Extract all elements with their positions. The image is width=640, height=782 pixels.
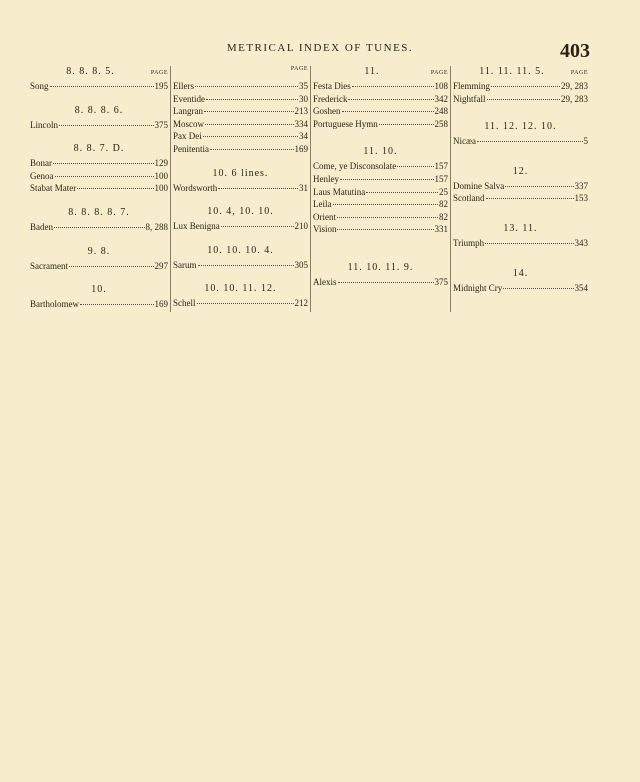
- tune-page: 25: [439, 186, 448, 197]
- tune-name: Pax Dei: [173, 131, 202, 142]
- meter-heading-row: [453, 166, 588, 180]
- page-column-label: PAGE: [290, 66, 308, 72]
- tune-name: Song: [30, 81, 49, 91]
- leader-dots: [340, 179, 434, 180]
- tune-name: Moscow: [173, 118, 204, 129]
- meter-heading: 10. 10. 10. 4.: [207, 244, 274, 256]
- tune-name: Sarum: [173, 259, 197, 270]
- meter-heading-row: [173, 66, 308, 80]
- leader-dots: [204, 111, 294, 112]
- tune-entry: [173, 105, 308, 118]
- tune-page: 29, 283: [561, 93, 588, 104]
- tune-entry: [313, 198, 448, 211]
- tune-page: 375: [154, 119, 168, 130]
- tune-page: 195: [154, 81, 168, 91]
- meter-heading: 13. 11.: [503, 222, 538, 234]
- tune-entry: [30, 157, 168, 170]
- tune-name: Baden: [30, 221, 53, 232]
- leader-dots: [379, 124, 434, 125]
- tune-entry: [173, 143, 308, 156]
- leader-dots: [487, 99, 561, 100]
- tune-name: Leila: [313, 199, 332, 210]
- tune-page: 157: [434, 161, 448, 172]
- tune-page: 354: [574, 282, 588, 293]
- meter-heading: 11.: [364, 66, 380, 77]
- tune-entry: [30, 170, 168, 183]
- meter-heading-row: [30, 246, 168, 260]
- leader-dots: [337, 217, 438, 218]
- meter-heading-row: [30, 105, 168, 119]
- tune-page: 31: [299, 182, 308, 193]
- tune-page: 342: [434, 93, 448, 104]
- tune-entry: [173, 182, 308, 195]
- leader-dots: [195, 86, 298, 87]
- tune-page: 5: [583, 136, 588, 147]
- index-column: [30, 66, 170, 312]
- tune-entry: [313, 118, 448, 131]
- page-column-label: PAGE: [570, 70, 588, 76]
- meter-heading-row: [30, 143, 168, 157]
- tune-name: Flemming: [453, 81, 491, 91]
- meter-heading: 10. 4, 10. 10.: [207, 206, 274, 218]
- tune-name: Festa Dies: [313, 81, 351, 91]
- tune-entry: [453, 192, 588, 205]
- meter-heading: 11. 10.: [363, 146, 398, 158]
- tune-page: 258: [434, 118, 448, 129]
- tune-name: Nightfall: [453, 93, 486, 104]
- meter-heading-row: [313, 146, 448, 160]
- meter-group: [173, 241, 308, 272]
- tune-page: 153: [574, 193, 588, 204]
- tune-entry: [453, 237, 588, 250]
- leader-dots: [50, 86, 154, 87]
- leader-dots: [397, 166, 433, 167]
- tune-page: 35: [299, 81, 308, 91]
- meter-heading: 8. 8. 8. 8. 7.: [68, 206, 130, 218]
- leader-dots: [342, 111, 434, 112]
- tune-entry: [313, 173, 448, 186]
- meter-heading-row: [173, 283, 308, 297]
- tune-page: 297: [154, 260, 168, 271]
- meter-group: [453, 117, 588, 148]
- meter-group: [173, 279, 308, 310]
- tune-name: Eventide: [173, 93, 205, 104]
- meter-group: [30, 101, 168, 132]
- leader-dots: [206, 99, 298, 100]
- tune-page: 334: [294, 118, 308, 129]
- index-column: [450, 66, 590, 312]
- index-column: [310, 66, 450, 312]
- leader-dots: [348, 99, 433, 100]
- tune-name: Schell: [173, 298, 196, 309]
- meter-group: [453, 162, 588, 205]
- page-column-label: PAGE: [150, 70, 168, 76]
- tune-entry: [453, 135, 588, 148]
- leader-dots: [477, 141, 583, 142]
- leader-dots: [210, 149, 294, 150]
- meter-heading: 11. 12. 12. 10.: [484, 121, 557, 133]
- meter-group: [30, 139, 168, 195]
- tune-page: 100: [154, 170, 168, 181]
- tune-name: Genoa: [30, 170, 54, 181]
- tune-entry: [30, 260, 168, 273]
- index-column: [170, 66, 310, 312]
- tune-name: Penitentia: [173, 143, 209, 154]
- leader-dots: [333, 204, 439, 205]
- tune-name: Goshen: [313, 106, 341, 117]
- tune-page: 248: [434, 106, 448, 117]
- tune-page: 210: [294, 221, 308, 232]
- tune-page: 100: [154, 183, 168, 194]
- page-column-label: PAGE: [430, 70, 448, 76]
- meter-group: [313, 66, 448, 130]
- tune-entry: [173, 220, 308, 233]
- tune-name: Sacrament: [30, 260, 68, 271]
- tune-name: Bonar: [30, 158, 52, 169]
- leader-dots: [505, 186, 573, 187]
- meter-group: [30, 203, 168, 234]
- meter-heading-row: [453, 223, 588, 237]
- tune-page: 169: [154, 299, 168, 310]
- tune-name: Henley: [313, 173, 339, 184]
- tune-entry: [313, 186, 448, 199]
- tune-page: 82: [439, 199, 448, 210]
- meter-heading-row: [30, 66, 168, 80]
- tune-page: 169: [294, 143, 308, 154]
- tune-page: 157: [434, 173, 448, 184]
- meter-heading: 8. 8. 7. D.: [73, 143, 125, 155]
- leader-dots: [337, 229, 433, 230]
- meter-heading-row: [173, 206, 308, 220]
- tune-page: 29, 283: [561, 81, 588, 91]
- tune-page: 331: [434, 224, 448, 235]
- meter-heading: 9. 8.: [87, 245, 111, 257]
- meter-heading: 8. 8. 8. 5.: [66, 66, 115, 77]
- meter-group: [173, 66, 308, 156]
- meter-heading-row: [453, 66, 588, 80]
- page-header-title: METRICAL INDEX OF TUNES.: [226, 42, 414, 54]
- tune-entry: [313, 105, 448, 118]
- leader-dots: [203, 136, 298, 137]
- meter-heading-row: [313, 262, 448, 276]
- tune-entry: [313, 211, 448, 224]
- leader-dots: [485, 243, 573, 244]
- tune-entry: [173, 297, 308, 310]
- tune-name: Vision: [313, 224, 337, 235]
- tune-page: 213: [294, 106, 308, 117]
- tune-name: Wordsworth: [173, 182, 218, 193]
- tune-name: Stabat Mater: [30, 183, 77, 194]
- tune-entry: [173, 259, 308, 272]
- tune-entry: [313, 160, 448, 173]
- tune-name: Bartholomew: [30, 299, 79, 310]
- meter-group: [453, 219, 588, 250]
- meter-heading-row: [173, 168, 308, 182]
- tune-name: Portuguese Hymn: [313, 118, 378, 129]
- leader-dots: [69, 266, 154, 267]
- tune-entry: [173, 93, 308, 106]
- leader-dots: [338, 282, 434, 283]
- meter-group: [173, 164, 308, 195]
- meter-heading-row: [30, 207, 168, 221]
- tune-page: 375: [434, 276, 448, 287]
- tune-entry: [173, 130, 308, 143]
- meter-group: [313, 142, 448, 236]
- tune-entry: [313, 93, 448, 106]
- tune-entry: [30, 80, 168, 93]
- tune-name: Lincoln: [30, 119, 58, 130]
- tune-name: Midnight Cry: [453, 282, 503, 293]
- meter-heading: 8. 8. 8. 6.: [74, 104, 124, 116]
- tune-entry: [30, 182, 168, 195]
- meter-heading: 10.: [91, 284, 107, 296]
- leader-dots: [221, 226, 294, 227]
- meter-heading: 10. 6 lines.: [212, 167, 269, 179]
- tune-entry: [453, 93, 588, 106]
- tune-name: Laus Matutina: [313, 186, 366, 197]
- leader-dots: [198, 265, 294, 266]
- tune-entry: [453, 80, 588, 93]
- tune-entry: [30, 221, 168, 234]
- leader-dots: [53, 163, 154, 164]
- leader-dots: [218, 188, 298, 189]
- tune-page: 108: [434, 81, 448, 91]
- tune-page: 30: [299, 93, 308, 104]
- tune-page: 34: [299, 131, 308, 142]
- meter-group: [30, 242, 168, 273]
- tune-entry: [313, 80, 448, 93]
- tune-entry: [173, 118, 308, 131]
- leader-dots: [55, 176, 154, 177]
- tune-page: 343: [574, 237, 588, 248]
- tune-page: 8, 288: [145, 221, 168, 232]
- leader-dots: [77, 188, 153, 189]
- leader-dots: [491, 86, 560, 87]
- leader-dots: [59, 125, 154, 126]
- meter-group: [453, 264, 588, 295]
- tune-entry: [30, 119, 168, 132]
- leader-dots: [503, 288, 573, 289]
- meter-group: [313, 258, 448, 289]
- tune-name: Triumph: [453, 237, 485, 248]
- leader-dots: [486, 198, 574, 199]
- page-number: 403: [560, 40, 590, 62]
- tune-entry: [173, 80, 308, 93]
- tune-page: 337: [574, 180, 588, 191]
- leader-dots: [54, 227, 145, 228]
- leader-dots: [197, 303, 294, 304]
- meter-group: [30, 66, 168, 93]
- meter-group: [453, 66, 588, 105]
- tune-name: Nicæa: [453, 136, 476, 147]
- tune-name: Langran: [173, 106, 203, 117]
- meter-heading: 10. 10. 11. 12.: [204, 283, 277, 295]
- tune-entry: [453, 180, 588, 193]
- tune-name: Come, ye Disconsolate: [313, 161, 397, 172]
- meter-group: [173, 202, 308, 233]
- tune-name: Frederick: [313, 93, 348, 104]
- tune-name: Orient: [313, 211, 336, 222]
- metrical-index-columns: [30, 66, 592, 312]
- tune-entry: [313, 223, 448, 236]
- meter-heading-row: [453, 268, 588, 282]
- tune-name: Alexis: [313, 276, 337, 287]
- meter-heading: 14.: [512, 267, 529, 279]
- meter-heading-row: [30, 284, 168, 298]
- leader-dots: [352, 86, 434, 87]
- tune-page: 129: [154, 158, 168, 169]
- tune-name: Scotland: [453, 193, 485, 204]
- meter-heading: 11. 10. 11. 9.: [347, 261, 414, 273]
- tune-page: 212: [294, 298, 308, 309]
- tune-name: Ellers: [173, 81, 194, 91]
- meter-heading-row: [313, 66, 448, 80]
- tune-entry: [313, 276, 448, 289]
- meter-group: [30, 280, 168, 311]
- tune-name: Domine Salva: [453, 180, 505, 191]
- leader-dots: [205, 124, 294, 125]
- leader-dots: [80, 304, 154, 305]
- meter-heading: 11. 11. 11. 5.: [479, 66, 545, 77]
- tune-entry: [30, 298, 168, 311]
- meter-heading-row: [453, 121, 588, 135]
- meter-heading: 12.: [512, 165, 529, 177]
- tune-page: 82: [439, 211, 448, 222]
- tune-name: Lux Benigna: [173, 221, 220, 232]
- tune-page: 305: [294, 259, 308, 270]
- meter-heading-row: [173, 245, 308, 259]
- leader-dots: [366, 192, 438, 193]
- tune-entry: [453, 282, 588, 295]
